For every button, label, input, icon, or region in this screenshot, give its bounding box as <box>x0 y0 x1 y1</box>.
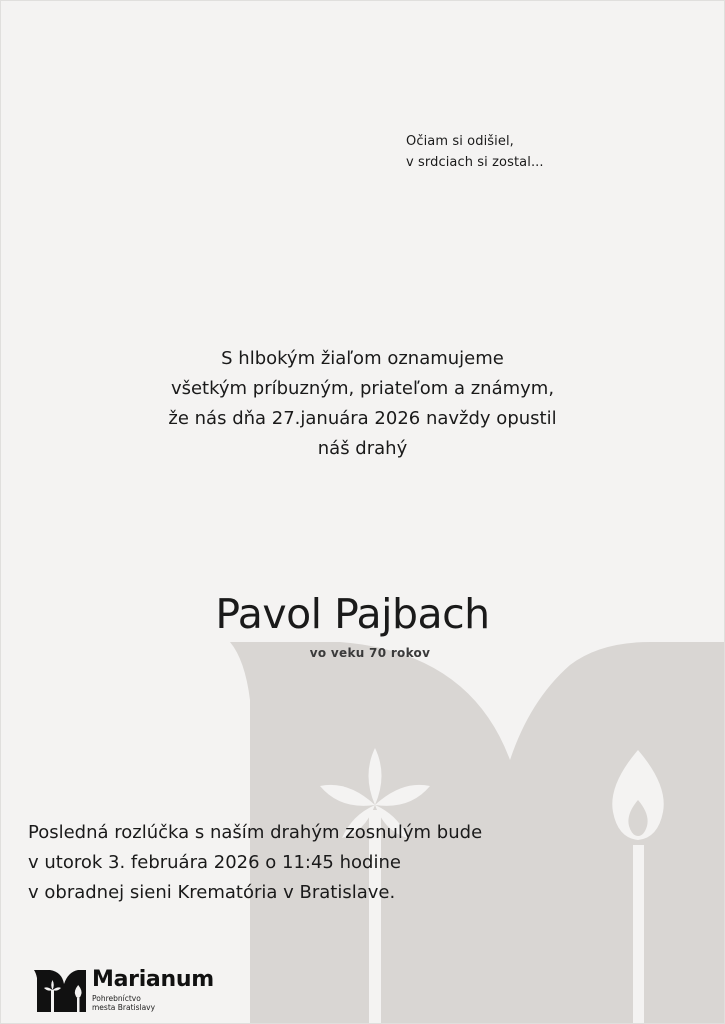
farewell-line-3: v obradnej sieni Krematória v Bratislave. <box>28 882 396 903</box>
announcement-line-3: že nás dňa 27.januára 2026 navždy opustil <box>168 408 557 429</box>
farewell-details <box>28 818 482 908</box>
marianum-logo-icon <box>34 968 86 1012</box>
deceased-age: vo veku 70 rokov <box>309 646 431 660</box>
motto <box>406 131 544 173</box>
farewell-line-2: v utorok 3. februára 2026 o 11:45 hodine <box>28 852 401 873</box>
logo-subtitle <box>92 994 155 1012</box>
candle-stick <box>633 845 644 1024</box>
motto-line-2: v srdciach si zostal... <box>406 155 544 170</box>
logo-wordmark: Marianum <box>92 967 214 992</box>
logo-subtitle-line-2: mesta Bratislavy <box>92 1003 156 1012</box>
motto-line-1: Očiam si odišiel, <box>406 134 514 149</box>
announcement-line-2: všetkým príbuzným, priateľom a známym, <box>170 378 555 399</box>
announcement-text <box>0 344 725 464</box>
deceased-name: Pavol Pajbach <box>215 590 490 638</box>
announcement-line-4: náš drahý <box>317 438 408 459</box>
marianum-logo <box>34 966 234 1014</box>
logo-subtitle-line-1: Pohrebníctvo <box>92 994 141 1003</box>
announcement-line-1: S hlbokým žiaľom oznamujeme <box>221 348 504 369</box>
farewell-line-1: Posledná rozlúčka s naším drahým zosnulým bude <box>28 822 483 843</box>
